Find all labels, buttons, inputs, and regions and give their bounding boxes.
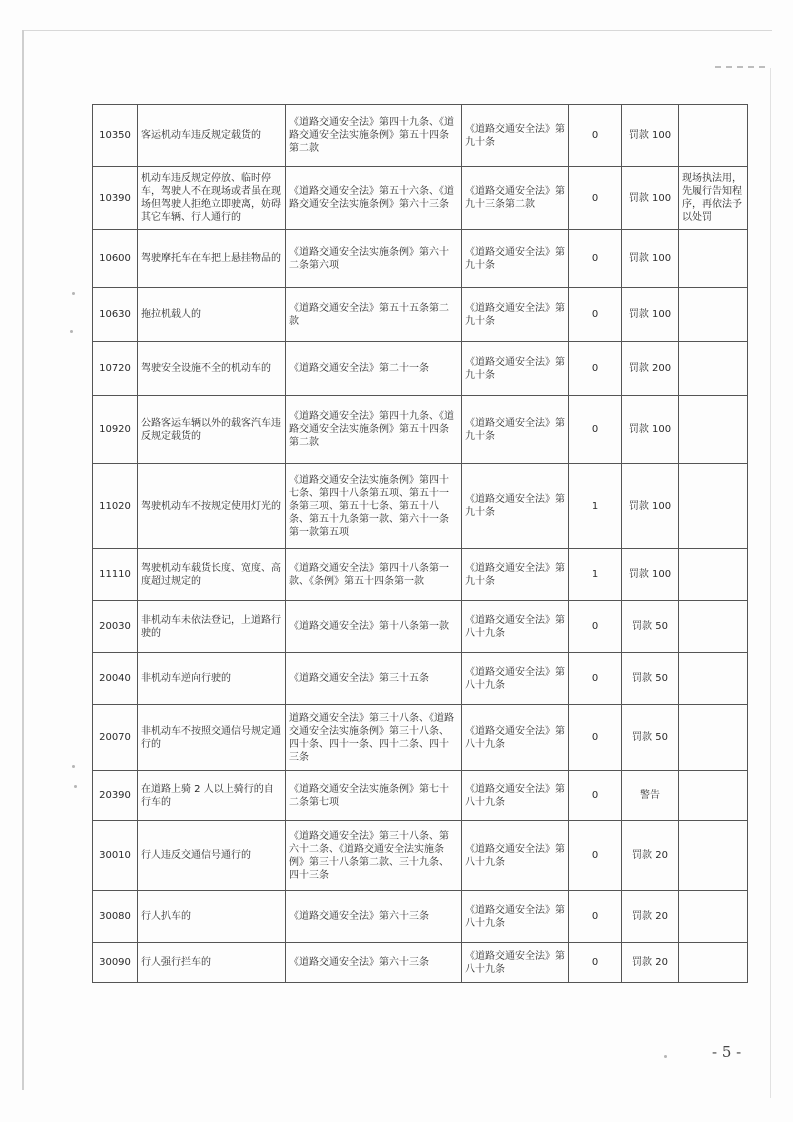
- remark: [679, 396, 748, 464]
- scan-speck: [74, 785, 77, 788]
- legal-basis: 《道路交通安全法》第五十五条第二款: [286, 288, 462, 342]
- penalty-basis: 《道路交通安全法》第九十条: [462, 288, 569, 342]
- violation-description: 行人违反交通信号通行的: [138, 821, 286, 891]
- legal-basis: 《道路交通安全法》第三十五条: [286, 653, 462, 705]
- violation-description: 拖拉机载人的: [138, 288, 286, 342]
- legal-basis: 《道路交通安全法实施条例》第七十二条第七项: [286, 771, 462, 821]
- table-row: [93, 549, 748, 601]
- legal-basis: 道路交通安全法》第三十八条、《道路交通安全法实施条例》第三十八条、四十条、四十一条、四十二条、四十三条: [286, 705, 462, 771]
- penalty-basis: 《道路交通安全法》第八十九条: [462, 653, 569, 705]
- fine-amount: 罚款 50: [622, 601, 679, 653]
- demerit-score: 0: [569, 771, 622, 821]
- demerit-score: 0: [569, 167, 622, 230]
- penalty-basis: 《道路交通安全法》第九十条: [462, 464, 569, 549]
- demerit-score: 0: [569, 342, 622, 396]
- demerit-score: 0: [569, 821, 622, 891]
- violation-description: 客运机动车违反规定载货的: [138, 105, 286, 167]
- remark: [679, 342, 748, 396]
- violation-description: 行人强行拦车的: [138, 943, 286, 983]
- remark: [679, 549, 748, 601]
- demerit-score: 0: [569, 105, 622, 167]
- table-row: [93, 891, 748, 943]
- fine-amount: 罚款 100: [622, 230, 679, 288]
- legal-basis: 《道路交通安全法》第六十三条: [286, 943, 462, 983]
- fine-amount: 罚款 50: [622, 653, 679, 705]
- violation-description: 非机动车不按照交通信号规定通行的: [138, 705, 286, 771]
- demerit-score: 1: [569, 464, 622, 549]
- demerit-score: 0: [569, 288, 622, 342]
- violation-code: 10390: [93, 167, 138, 230]
- scan-speck: [664, 1055, 667, 1058]
- fine-amount: 罚款 100: [622, 105, 679, 167]
- table-row: [93, 771, 748, 821]
- violation-description: 驾驶摩托车在车把上悬挂物品的: [138, 230, 286, 288]
- violation-description: 公路客运车辆以外的载客汽车违反规定载货的: [138, 396, 286, 464]
- demerit-score: 0: [569, 396, 622, 464]
- fine-amount: 罚款 20: [622, 943, 679, 983]
- violation-code: 10630: [93, 288, 138, 342]
- remark: [679, 105, 748, 167]
- fine-amount: 罚款 50: [622, 705, 679, 771]
- table-row: [93, 653, 748, 705]
- table-row: [93, 943, 748, 983]
- fine-amount: 罚款 200: [622, 342, 679, 396]
- demerit-score: 1: [569, 549, 622, 601]
- legal-basis: 《道路交通安全法》第四十九条、《道路交通安全法实施条例》第五十四条第二款: [286, 105, 462, 167]
- table-row: [93, 705, 748, 771]
- violation-code: 20070: [93, 705, 138, 771]
- penalty-basis: 《道路交通安全法》第九十条: [462, 342, 569, 396]
- violation-description: 机动车违反规定停放、临时停车，驾驶人不在现场或者虽在现场但驾驶人拒绝立即驶离，妨碍其它车辆、行人通行的: [138, 167, 286, 230]
- remark: [679, 771, 748, 821]
- remark: 现场执法用，先履行告知程序，再依法予以处罚: [679, 167, 748, 230]
- legal-basis: 《道路交通安全法》第十八条第一款: [286, 601, 462, 653]
- scan-border: [770, 68, 771, 1098]
- legal-basis: 《道路交通安全法》第四十九条、《道路交通安全法实施条例》第五十四条第二款: [286, 396, 462, 464]
- remark: [679, 230, 748, 288]
- violation-code: 20040: [93, 653, 138, 705]
- remark: [679, 601, 748, 653]
- penalty-basis: 《道路交通安全法》第八十九条: [462, 601, 569, 653]
- remark: [679, 288, 748, 342]
- fine-amount: 罚款 100: [622, 396, 679, 464]
- violation-code: 10920: [93, 396, 138, 464]
- penalty-basis: 《道路交通安全法》第八十九条: [462, 891, 569, 943]
- violation-description: 驾驶机动车不按规定使用灯光的: [138, 464, 286, 549]
- table-row: [93, 230, 748, 288]
- legal-basis: 《道路交通安全法》第五十六条、《道路交通安全法实施条例》第六十三条: [286, 167, 462, 230]
- legal-basis: 《道路交通安全法实施条例》第四十七条、第四十八条第五项、第五十一条第三项、第五十七条、第五十八条、第五十九条第一款、第六十一条第一款第五项: [286, 464, 462, 549]
- violation-code: 20390: [93, 771, 138, 821]
- remark: [679, 821, 748, 891]
- fine-amount: 罚款 20: [622, 821, 679, 891]
- scan-border: [22, 30, 24, 1090]
- violation-description: 在道路上骑 2 人以上骑行的自行车的: [138, 771, 286, 821]
- table-row: [93, 167, 748, 230]
- penalty-basis: 《道路交通安全法》第九十三条第二款: [462, 167, 569, 230]
- violation-code: 30010: [93, 821, 138, 891]
- penalty-basis: 《道路交通安全法》第九十条: [462, 105, 569, 167]
- legal-basis: 《道路交通安全法》第二十一条: [286, 342, 462, 396]
- penalty-basis: 《道路交通安全法》第八十九条: [462, 821, 569, 891]
- fine-amount: 罚款 100: [622, 288, 679, 342]
- scan-border: [22, 30, 772, 31]
- remark: [679, 705, 748, 771]
- violation-description: 非机动车逆向行驶的: [138, 653, 286, 705]
- remark: [679, 943, 748, 983]
- table-row: [93, 601, 748, 653]
- violation-code: 10600: [93, 230, 138, 288]
- penalty-basis: 《道路交通安全法》第八十九条: [462, 705, 569, 771]
- violation-description: 驾驶安全设施不全的机动车的: [138, 342, 286, 396]
- violation-code: 11020: [93, 464, 138, 549]
- demerit-score: 0: [569, 705, 622, 771]
- table-row: [93, 396, 748, 464]
- legal-basis: 《道路交通安全法》第四十八条第一款、《条例》第五十四条第一款: [286, 549, 462, 601]
- penalty-basis: 《道路交通安全法》第九十条: [462, 396, 569, 464]
- remark: [679, 464, 748, 549]
- demerit-score: 0: [569, 653, 622, 705]
- table-row: [93, 821, 748, 891]
- legal-basis: 《道路交通安全法》第三十八条、第六十二条、《道路交通安全法实施条例》第三十八条第二款、三十九条、四十三条: [286, 821, 462, 891]
- legal-basis: 《道路交通安全法》第六十三条: [286, 891, 462, 943]
- violation-description: 驾驶机动车载货长度、宽度、高度超过规定的: [138, 549, 286, 601]
- fine-amount: 罚款 100: [622, 549, 679, 601]
- violation-code: 11110: [93, 549, 138, 601]
- fine-amount: 罚款 100: [622, 167, 679, 230]
- remark: [679, 891, 748, 943]
- scan-mark: [715, 66, 765, 70]
- penalty-basis: 《道路交通安全法》第八十九条: [462, 943, 569, 983]
- page-number: - 5 -: [712, 1043, 742, 1061]
- scan-speck: [70, 330, 73, 333]
- violation-code: 10350: [93, 105, 138, 167]
- violation-code: 30080: [93, 891, 138, 943]
- remark: [679, 653, 748, 705]
- table-row: [93, 342, 748, 396]
- fine-amount: 罚款 100: [622, 464, 679, 549]
- legal-basis: 《道路交通安全法实施条例》第六十二条第六项: [286, 230, 462, 288]
- penalty-basis: 《道路交通安全法》第九十条: [462, 230, 569, 288]
- demerit-score: 0: [569, 943, 622, 983]
- demerit-score: 0: [569, 230, 622, 288]
- penalty-basis: 《道路交通安全法》第八十九条: [462, 771, 569, 821]
- violation-table: [92, 104, 748, 983]
- fine-amount: 警告: [622, 771, 679, 821]
- scan-speck: [72, 292, 75, 295]
- table-row: [93, 105, 748, 167]
- violation-description: 非机动车未依法登记，上道路行驶的: [138, 601, 286, 653]
- violation-code: 20030: [93, 601, 138, 653]
- fine-amount: 罚款 20: [622, 891, 679, 943]
- scan-speck: [72, 765, 75, 768]
- table-row: [93, 464, 748, 549]
- penalty-basis: 《道路交通安全法》第九十条: [462, 549, 569, 601]
- table-row: [93, 288, 748, 342]
- demerit-score: 0: [569, 601, 622, 653]
- violation-code: 10720: [93, 342, 138, 396]
- demerit-score: 0: [569, 891, 622, 943]
- violation-code: 30090: [93, 943, 138, 983]
- violation-description: 行人扒车的: [138, 891, 286, 943]
